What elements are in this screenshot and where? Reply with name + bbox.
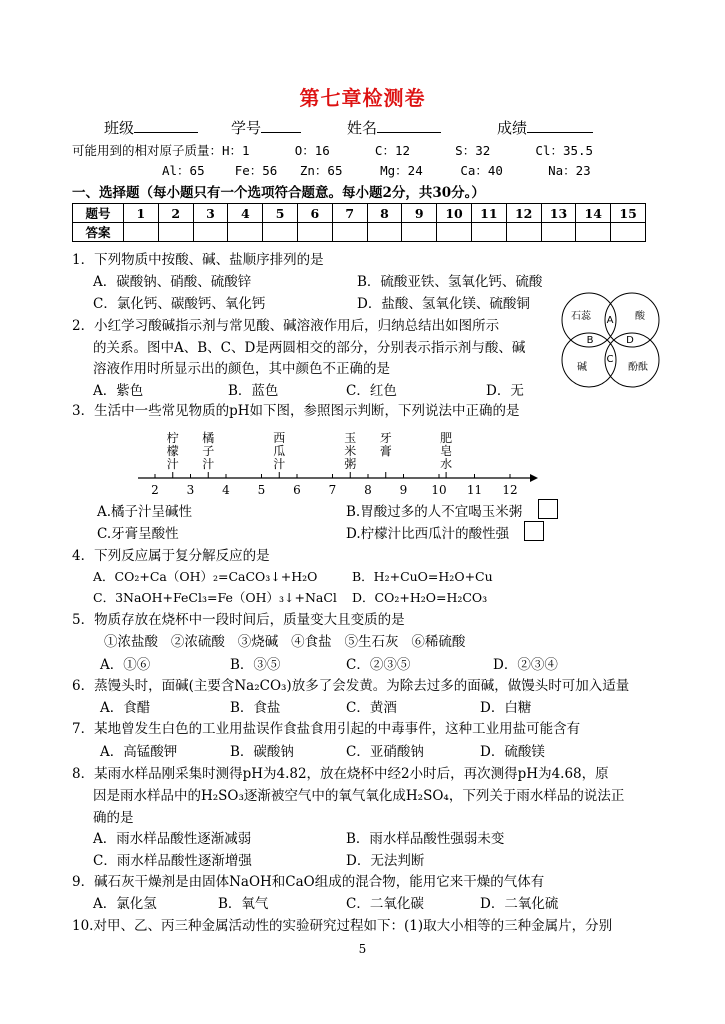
ph-substance-label: 西瓜汁 xyxy=(273,431,286,471)
answer-cell[interactable] xyxy=(193,223,228,242)
ph-tick-label: 9 xyxy=(399,483,408,497)
question-1-option-d: D．盐酸、氢氧化镁、硫酸铜 xyxy=(357,296,530,312)
venn-diagram xyxy=(556,290,666,390)
answer-cell[interactable] xyxy=(506,223,541,242)
question-2-line-1: 2．小红学习酸碱指示剂与常见酸、碱溶液作用后，归纳总结出如图所示 xyxy=(72,318,500,334)
score-field xyxy=(497,117,593,138)
answer-box[interactable] xyxy=(524,521,544,541)
question-4-stem: 4．下列反应属于复分解反应的是 xyxy=(72,548,270,564)
question-3-option-d: D.柠檬汁比西瓜汁的酸性强 xyxy=(346,526,510,542)
question-2-line-3: 溶液作用时所显示出的颜色，其中颜色不正确的是 xyxy=(93,361,390,377)
question-8-line-3: 确的是 xyxy=(93,810,134,826)
table-cell-number: 10 xyxy=(437,204,472,223)
table-cell-number: 13 xyxy=(541,204,576,223)
question-1-option-c: C．氯化钙、碳酸钙、氧化钙 xyxy=(93,296,266,312)
ph-tick-label: 12 xyxy=(502,483,518,497)
question-9-option-c: C．二氧化碳 xyxy=(346,896,424,912)
question-8-line-1: 8．某雨水样品刚采集时测得pH为4.82，放在烧杯中经2小时后，再次测得pH为4.68，原 xyxy=(72,766,609,782)
answer-cell[interactable] xyxy=(332,223,367,242)
student-id-field xyxy=(231,117,301,138)
page-title: 第七章检测卷 xyxy=(299,86,426,110)
student-id-label: 学号 xyxy=(231,119,262,137)
ph-tick-label: 8 xyxy=(364,483,372,497)
question-1-option-a: A．碳酸钠、硝酸、硫酸锌 xyxy=(93,274,252,290)
question-5-stem: 5．物质存放在烧杯中一段时间后，质量变大且变质的是 xyxy=(72,612,405,628)
name-label: 姓名 xyxy=(347,119,378,137)
answer-cell[interactable] xyxy=(611,223,646,242)
question-4-option-c: C．3NaOH+FeCl₃=Fe（OH）₃↓+NaCl xyxy=(93,590,337,605)
answer-cell[interactable] xyxy=(437,223,472,242)
ph-substance-label: 肥皂水 xyxy=(440,431,453,471)
class-field xyxy=(104,117,198,138)
class-blank[interactable] xyxy=(134,132,198,133)
table-cell-number: 15 xyxy=(611,204,646,223)
question-6-stem: 6．蒸馒头时，面碱(主要含Na₂CO₃)放多了会发黄。为除去过多的面碱，做馒头时可加入适量 xyxy=(72,678,630,694)
question-2-option-d: D．无 xyxy=(486,383,524,399)
table-cell-number: 11 xyxy=(471,204,506,223)
name-blank[interactable] xyxy=(377,132,441,133)
question-2-option-a: A．紫色 xyxy=(93,383,144,399)
question-9-option-a: A．氯化氢 xyxy=(93,896,157,912)
ph-substance-label: 橘子汁 xyxy=(202,431,215,471)
answer-cell[interactable] xyxy=(124,223,159,242)
venn-region-c: C xyxy=(606,354,614,365)
table-cell-number: 3 xyxy=(193,204,228,223)
answer-cell[interactable] xyxy=(576,223,611,242)
answer-cell[interactable] xyxy=(158,223,193,242)
ph-substance-label: 牙膏 xyxy=(379,431,392,458)
question-6-option-b: B．食盐 xyxy=(230,700,281,716)
question-10-stem: 10.对甲、乙、丙三种金属活动性的实验研究过程如下：(1)取大小相等的三种金属片，分别 xyxy=(72,918,613,934)
class-label: 班级 xyxy=(104,119,135,137)
question-6-option-c: C．黄酒 xyxy=(346,700,397,716)
answer-table-answer-row xyxy=(73,223,646,242)
atomic-mass-line-2: Al：65 Fe：56 Zn：65 Mg：24 Ca：40 Na：23 xyxy=(162,163,591,178)
question-9-stem: 9．碱石灰干燥剂是由固体NaOH和CaO组成的混合物，能用它来干燥的气体有 xyxy=(72,874,545,890)
question-9-option-b: B．氧气 xyxy=(218,896,269,912)
question-8-option-d: D．无法判断 xyxy=(346,853,425,869)
venn-label-phenolphthalein: 酚酞 xyxy=(628,362,648,373)
venn-label-litmus: 石蕊 xyxy=(571,311,591,322)
answer-cell[interactable] xyxy=(228,223,263,242)
question-5-option-d: D．②③④ xyxy=(493,657,558,673)
page-number: 5 xyxy=(358,942,367,956)
question-6-option-a: A．食醋 xyxy=(100,700,151,716)
venn-region-a: A xyxy=(606,315,614,326)
table-cell-number: 9 xyxy=(402,204,437,223)
ph-tick-label: 6 xyxy=(293,483,301,497)
answer-cell[interactable] xyxy=(297,223,332,242)
ph-tick-label: 7 xyxy=(328,483,337,497)
answer-cell[interactable] xyxy=(263,223,298,242)
answer-table-number-row xyxy=(73,204,646,223)
question-3-stem: 3．生活中一些常见物质的pH如下图，参照图示判断，下列说法中正确的是 xyxy=(72,403,520,419)
question-1-stem: 1．下列物质中按酸、碱、盐顺序排列的是 xyxy=(72,252,324,268)
section-heading: 一、选择题（每小题只有一个选项符合题意。每小题2分，共30分。） xyxy=(72,185,485,201)
question-9-option-d: D．二氧化硫 xyxy=(480,896,559,912)
question-5-option-b: B．③⑤ xyxy=(230,657,281,673)
atomic-mass-line-1: 可能用到的相对原子质量：H：1 O：16 C：12 S：32 Cl：35.5 xyxy=(72,143,594,158)
venn-label-acid: 酸 xyxy=(635,311,645,322)
table-cell-number: 8 xyxy=(367,204,402,223)
question-2-option-b: B．蓝色 xyxy=(228,383,279,399)
ph-tick-label: 2 xyxy=(151,483,159,497)
question-4-option-b: B．H₂+CuO=H₂O+Cu xyxy=(352,569,493,584)
question-8-option-c: C．雨水样品酸性逐渐增强 xyxy=(93,853,252,869)
answer-cell[interactable] xyxy=(367,223,402,242)
answer-cell[interactable] xyxy=(471,223,506,242)
question-5-items: ①浓盐酸 ②浓硫酸 ③烧碱 ④食盐 ⑤生石灰 ⑥稀硫酸 xyxy=(104,634,466,650)
question-6-option-d: D．白糖 xyxy=(480,700,532,716)
table-cell-number: 4 xyxy=(228,204,263,223)
question-3-option-a: A.橘子汁呈碱性 xyxy=(97,504,193,520)
table-cell-number: 6 xyxy=(297,204,332,223)
score-label: 成绩 xyxy=(497,119,528,137)
question-1-option-b: B．硫酸亚铁、氢氧化钙、硫酸 xyxy=(357,274,543,290)
score-blank[interactable] xyxy=(527,132,593,133)
ph-tick-label: 3 xyxy=(186,483,195,497)
question-4-option-d: D．CO₂+H₂O=H₂CO₃ xyxy=(352,590,488,605)
name-field xyxy=(347,117,441,138)
venn-region-b: B xyxy=(586,335,594,346)
table-cell-number: 1 xyxy=(124,204,159,223)
ph-scale-figure xyxy=(130,428,540,500)
question-8-option-b: B．雨水样品酸性强弱未变 xyxy=(346,831,505,847)
table-cell-number: 2 xyxy=(158,204,193,223)
ph-tick-label: 5 xyxy=(257,483,266,497)
question-7-option-a: A．高锰酸钾 xyxy=(100,744,178,760)
table-row-header: 答案 xyxy=(73,223,124,242)
ph-substance-label: 柠檬汁 xyxy=(166,431,179,471)
answer-cell[interactable] xyxy=(402,223,437,242)
venn-label-base: 碱 xyxy=(577,362,587,373)
ph-substance-label: 玉米粥 xyxy=(344,431,357,471)
table-cell-number: 5 xyxy=(263,204,298,223)
table-cell-number: 14 xyxy=(576,204,611,223)
question-7-option-c: C．亚硝酸钠 xyxy=(346,744,424,760)
student-id-blank[interactable] xyxy=(261,132,301,133)
question-7-option-d: D．硫酸镁 xyxy=(480,744,545,760)
question-5-option-c: C．②③⑤ xyxy=(346,657,411,673)
question-5-option-a: A．①⑥ xyxy=(100,657,151,673)
answer-cell[interactable] xyxy=(541,223,576,242)
table-cell-number: 7 xyxy=(332,204,367,223)
question-7-option-b: B．碳酸钠 xyxy=(230,744,294,760)
question-8-line-2: 因是雨水样品中的H₂SO₃逐渐被空气中的氧气氧化成H₂SO₄，下列关于雨水样品的说法正 xyxy=(93,788,625,804)
ph-tick-label: 11 xyxy=(466,483,483,497)
question-3-option-b: B.胃酸过多的人不宜喝玉米粥 xyxy=(346,504,523,520)
venn-region-d: D xyxy=(626,335,634,346)
question-4-option-a: A．CO₂+Ca（OH）₂=CaCO₃↓+H₂O xyxy=(93,569,318,584)
question-8-option-a: A．雨水样品酸性逐渐减弱 xyxy=(93,831,252,847)
table-cell-number: 12 xyxy=(506,204,541,223)
answer-table xyxy=(72,203,646,242)
table-row-header: 题号 xyxy=(73,204,124,223)
question-7-stem: 7．某地曾发生白色的工业用盐误作食盐食用引起的中毒事件，这种工业用盐可能含有 xyxy=(72,721,581,737)
question-3-option-c: C.牙膏呈酸性 xyxy=(97,526,179,542)
ph-axis-arrow xyxy=(530,474,538,482)
ph-tick-label: 4 xyxy=(222,483,230,497)
question-2-line-2: 的关系。图中A、B、C、D是两圆相交的部分，分别表示指示剂与酸、碱 xyxy=(93,340,526,356)
question-2-option-c: C．红色 xyxy=(346,383,397,399)
ph-tick-label: 10 xyxy=(431,483,447,497)
answer-box[interactable] xyxy=(538,499,558,519)
